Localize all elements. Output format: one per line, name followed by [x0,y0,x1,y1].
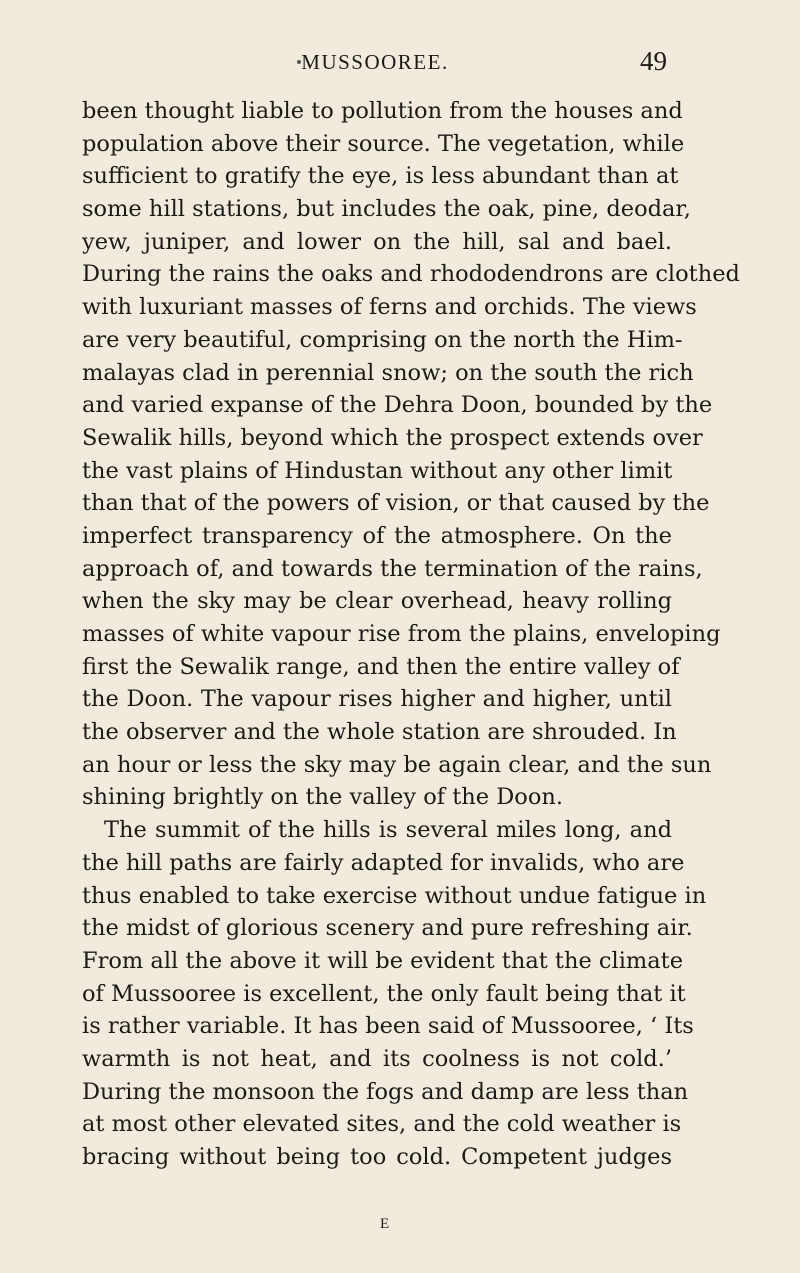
body-text [82,95,740,1174]
text-line: yew, juniper, and lower on the hill, sal and bael. [82,228,672,255]
text-line: population above their source. The vegetation, while [82,130,685,157]
text-line: an hour or less the sky may be again clear, and the sun [82,751,712,778]
text-line: some hill stations, but includes the oak, pine, deodar, [82,196,691,223]
text-line: shining brightly on the valley of the Doon. [82,784,564,811]
text-line: and varied expanse of the Dehra Doon, bounded by the [82,392,713,419]
text-line: are very beautiful, comprising on the north the Him- [82,326,683,353]
text-line: with luxuriant masses of ferns and orchids. The views [82,294,697,321]
text-line: malayas clad in perennial snow; on the south the rich [82,359,694,386]
text-line: the hill paths are fairly adapted for invalids, who are [82,849,685,876]
text-line: sufficient to gratify the eye, is less abundant than at [82,163,679,190]
text-line: been thought liable to pollution from the houses and [82,98,683,124]
text-line: Sewalik hills, beyond which the prospect extends over [82,424,703,451]
running-head: MUSSOOREE. [301,50,449,74]
text-line: the vast plains of Hindustan without any other limit [82,457,673,484]
text-line: is rather variable. It has been said of Mussooree, ‘ Its [82,1013,694,1040]
text-line: approach of, and towards the termination of the rains, [82,555,703,582]
text-line: masses of white vapour rise from the plains, enveloping [82,621,721,647]
page-number: 49 [640,46,667,76]
text-line: than that of the powers of vision, or that caused by the [82,490,710,517]
text-line: warmth is not heat, and its coolness is not cold.’ [82,1045,672,1072]
text-line: During the rains the oaks and rhododendrons are clothed [82,261,740,288]
text-line: at most other elevated sites, and the cold weather is [82,1111,682,1138]
text-line: During the monsoon the fogs and damp are less than [82,1078,689,1105]
text-line: of Mussooree is excellent, the only fault being that it [82,980,686,1007]
text-line: first the Sewalik range, and then the entire valley of [82,653,680,680]
page-header [85,46,665,80]
text-line: imperfect transparency of the atmosphere. On the [82,522,672,549]
text-line: when the sky may be clear overhead, heavy rolling [82,588,672,615]
text-line: The summit of the hills is several miles long, and [104,817,672,844]
text-line: bracing without being too cold. Competent judges [82,1144,672,1170]
text-line: the observer and the whole station are shrouded. In [82,719,677,746]
text-line: the midst of glorious scenery and pure refreshing air. [82,915,693,942]
signature-mark: E [380,1216,390,1232]
text-line: thus enabled to take exercise without undue fatigue in [82,882,707,909]
text-line: the Doon. The vapour rises higher and higher, until [82,686,672,713]
text-line: From all the above it will be evident that the climate [82,947,684,974]
